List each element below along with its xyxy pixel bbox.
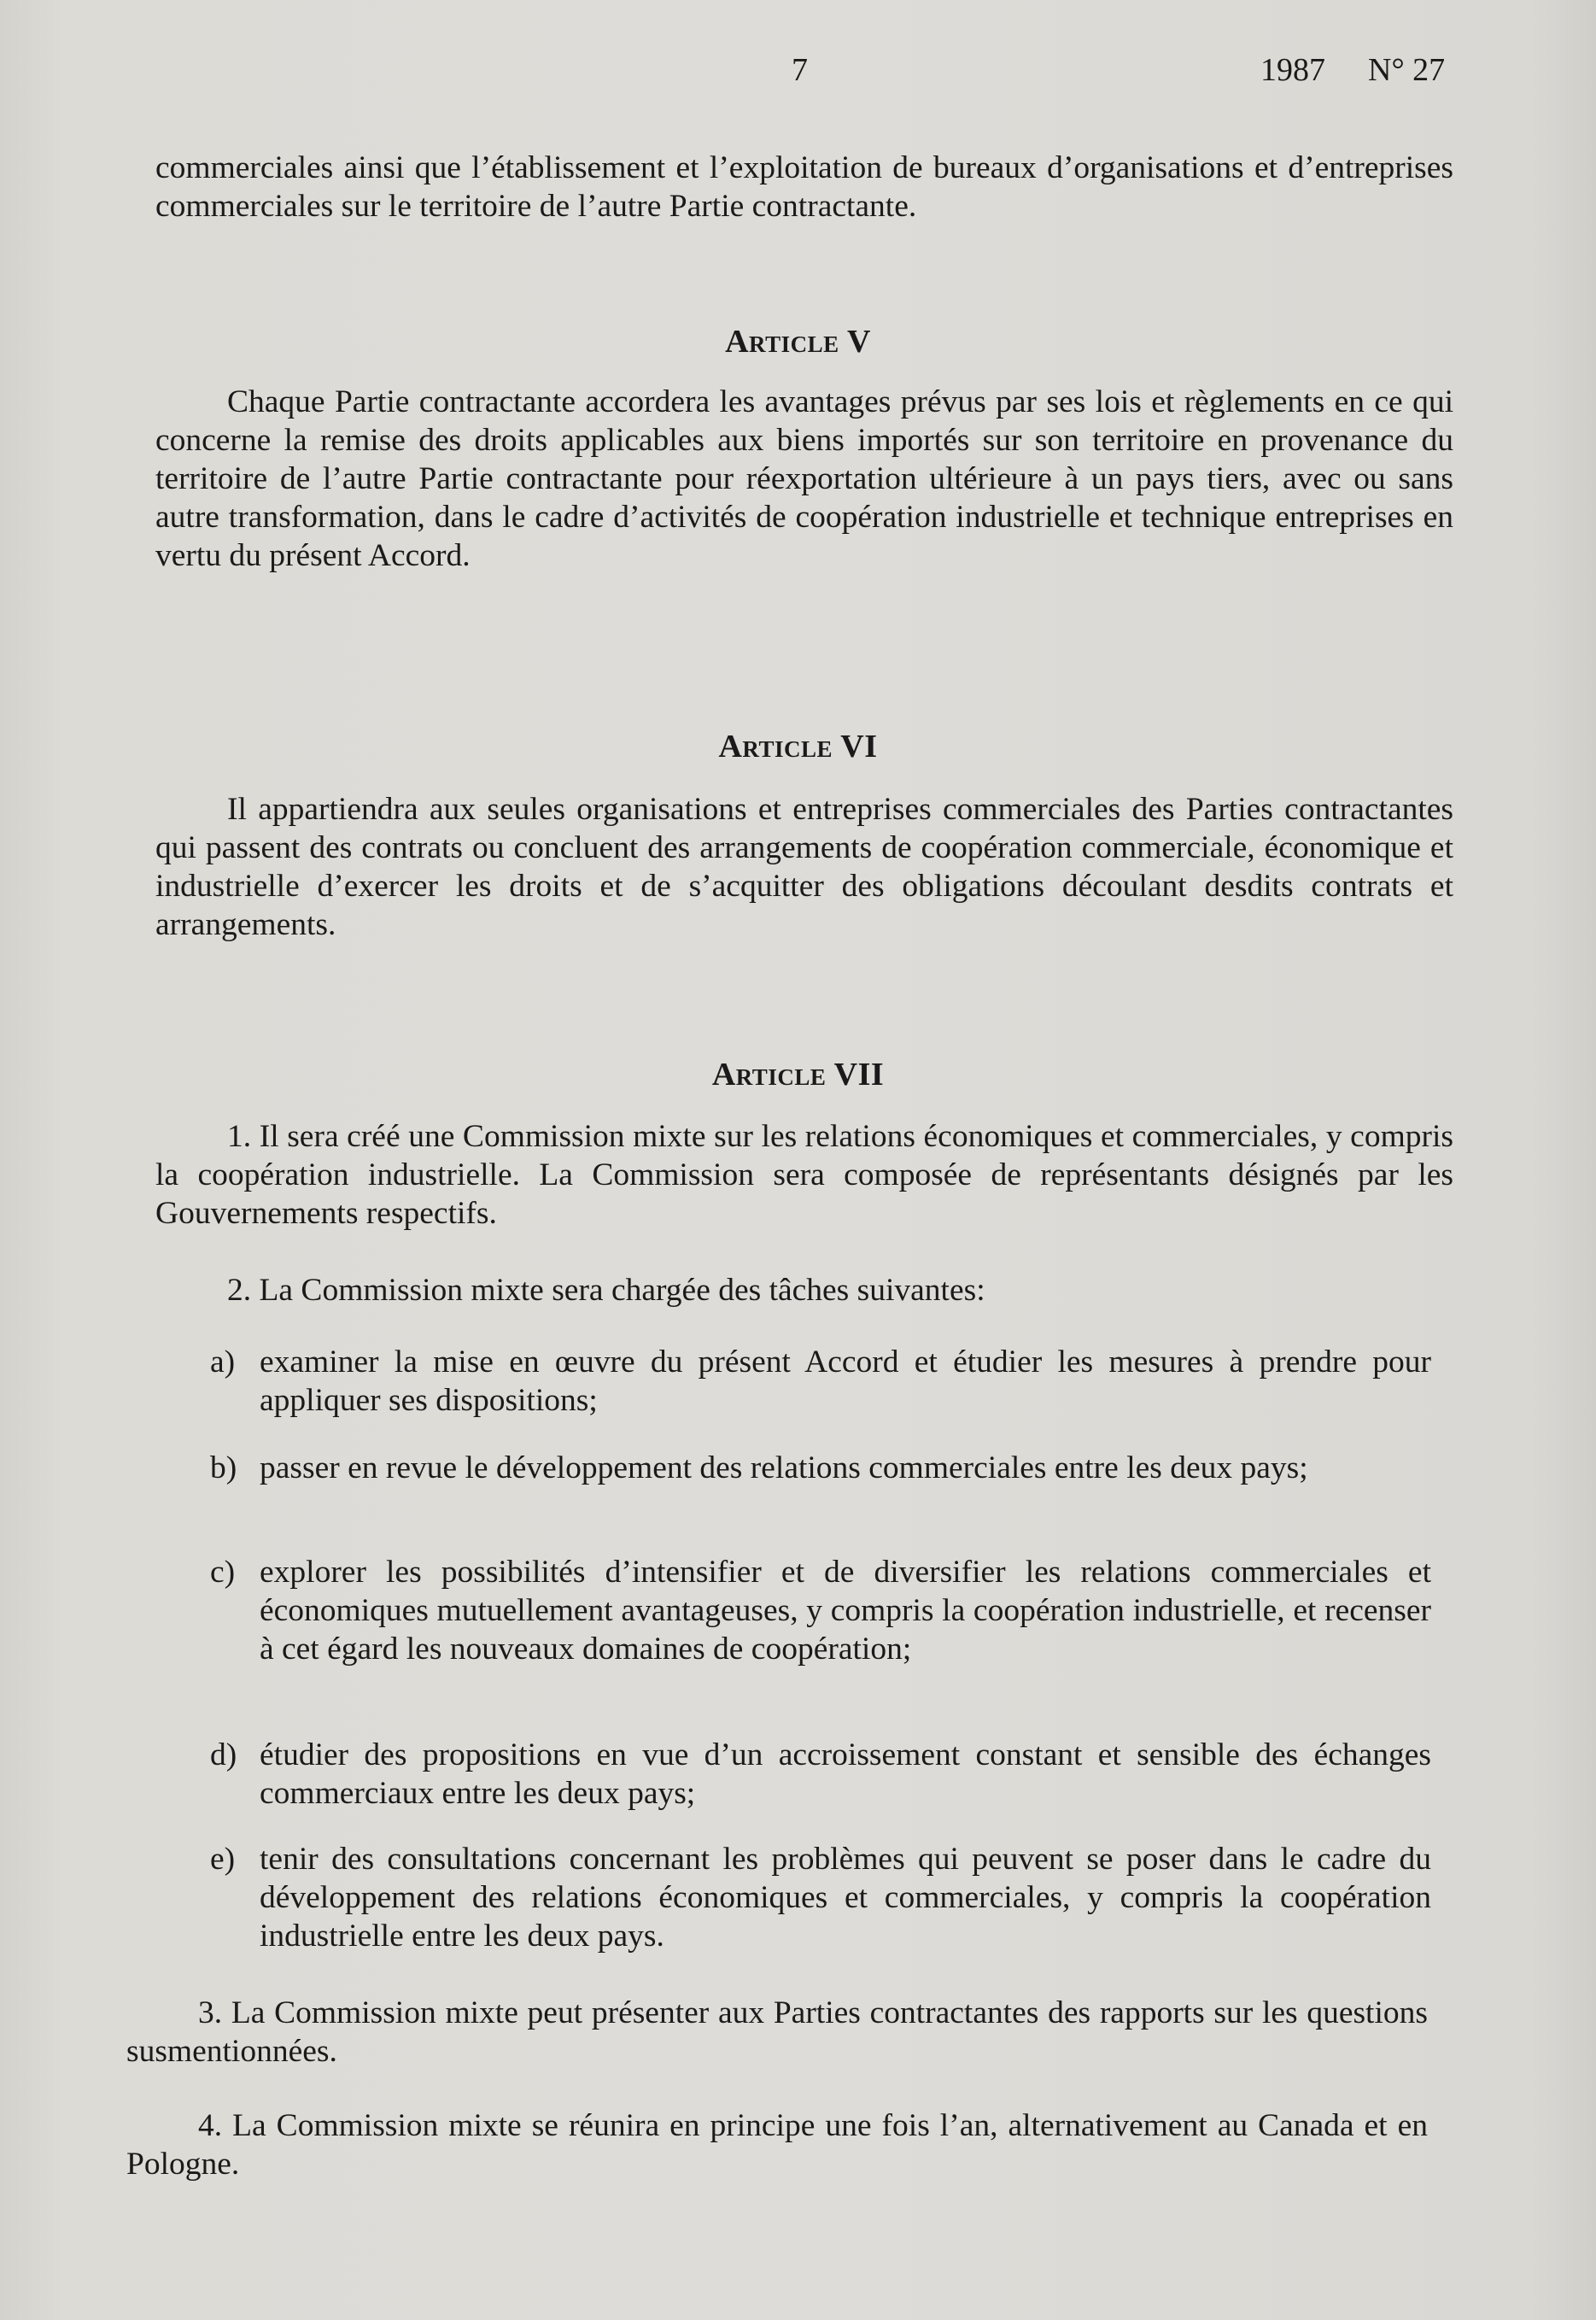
list-item-text: examiner la mise en œuvre du présent Accord et étudier les mesures à prendre pour appliquer ses dispositions; xyxy=(260,1345,1431,1418)
list-item-b xyxy=(210,1449,1431,1487)
document-issue-number: N° 27 xyxy=(1368,52,1446,88)
list-marker: b) xyxy=(210,1450,237,1485)
article-vii-heading: Article VII xyxy=(711,1057,885,1093)
article-v-paragraph: Chaque Partie contractante accordera les avantages prévus par ses lois et règlements en ce qui concerne la remise des droits applicables aux biens importés sur son territoire en provenance du territoire de l’autre Partie contractante pour réexportation ultérieure à un pays tiers, avec ou sans autre transformation, dans le cadre d’activités de coopération industrielle et technique entreprises en vertu du présent Accord. xyxy=(155,384,1453,573)
list-item-d xyxy=(210,1736,1431,1813)
article-vii-paragraph-3: 3. La Commission mixte peut présenter aux Parties contractantes des rapports sur les questions susmentionnées. xyxy=(126,1995,1428,2069)
article-vii-paragraph-2: 2. La Commission mixte sera chargée des tâches suivantes: xyxy=(227,1273,985,1308)
page-number: 7 xyxy=(792,52,808,88)
list-marker: a) xyxy=(210,1345,236,1380)
article-vii-paragraph-4: 4. La Commission mixte se réunira en principe une fois l’an, alternativement au Canada et en Pologne. xyxy=(126,2108,1428,2182)
list-item-e xyxy=(210,1840,1431,1955)
list-item-text: explorer les possibilités d’intensifier et de diversifier les relations commerciales et économiques mutuellement avantageuses, y compris la coopération industrielle, et recenser à cet égard les nouveaux domaines de coopération; xyxy=(260,1555,1431,1667)
list-marker: e) xyxy=(210,1842,236,1877)
list-item-text: tenir des consultations concernant les problèmes qui peuvent se poser dans le cadre du développement des relations économiques et commerciales, y compris la coopération industrielle entre les deux pays. xyxy=(260,1842,1431,1954)
article-vii-paragraph-1: 1. Il sera créé une Commission mixte sur les relations économiques et commerciales, y compris la coopération industrielle. La Commission sera composée de représentants désignés par les Gouvernements respectifs. xyxy=(155,1119,1453,1231)
list-marker: c) xyxy=(210,1555,236,1590)
list-marker: d) xyxy=(210,1737,237,1772)
list-item-text: étudier des propositions en vue d’un accroissement constant et sensible des échanges commerciaux entre les deux pays; xyxy=(260,1737,1431,1811)
document-year: 1987 xyxy=(1260,52,1325,88)
article-v-heading: Article V xyxy=(725,324,871,360)
list-item-a xyxy=(210,1343,1431,1420)
list-item-c xyxy=(210,1553,1431,1668)
article-vi-heading: Article VI xyxy=(718,729,878,765)
list-item-text: passer en revue le développement des relations commerciales entre les deux pays; xyxy=(260,1450,1308,1485)
article-vi-paragraph: Il appartiendra aux seules organisations et entreprises commerciales des Parties contractantes qui passent des contrats ou concluent des arrangements de coopération commerciale, économique et industrielle d’exercer les droits et de s’acquitter des obligations découlant desdits contrats et arrangements. xyxy=(155,792,1453,942)
intro-paragraph: commerciales ainsi que l’établissement et l’exploitation de bureaux d’organisations et d’entreprises commerciales sur le territoire de l’autre Partie contractante. xyxy=(155,150,1453,224)
